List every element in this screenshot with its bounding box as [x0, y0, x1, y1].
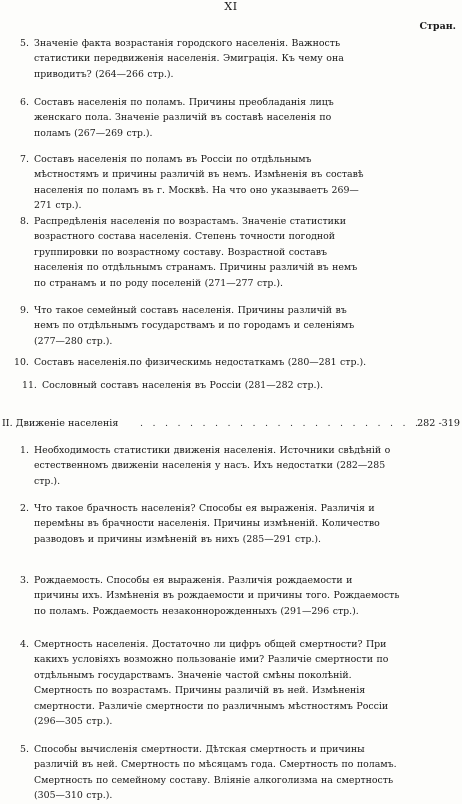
toc-entry-ii-2 [20, 501, 400, 547]
entry-text: Смертность населенія. Достаточно ли цифръ общей смертности? При какихъ условіяхъ возможно пользованіе ими? Различіе смертности по отдѣльнымъ государствамъ. Значеніе частой смѣны поколѣній. Смертность по возрастамъ. Причины различій въ ней. Измѣненія смертности. Различіе смертности по различнымъ мѣстностямъ Россіи (296—305 стр.). [34, 639, 389, 728]
entry-number: 9. [20, 305, 29, 316]
entry-number: 1. [20, 445, 29, 456]
entry-number: 2. [20, 503, 29, 514]
entry-number: 5. [20, 38, 29, 49]
entry-text: Рождаемость. Способы ея выраженія. Различія рождаемости и причины ихъ. Измѣненія въ рождаемости и причины того. Рождаемость по поламъ. Рождаемость незаконнорожденныхъ (291—296 стр.). [34, 575, 400, 617]
entry-text: Что такое семейный составъ населенія. Причины различій въ немъ по отдѣльнымъ государствамъ и по городамъ и селеніямъ (277—280 стр.). [34, 305, 355, 347]
toc-entry-6 [20, 95, 370, 141]
page-numeral: XI [224, 0, 238, 13]
entry-text: Сословный составъ населенія въ Россіи (281—282 стр.). [42, 380, 324, 391]
toc-entry-8 [20, 214, 370, 291]
entry-text: Распредѣленія населенія по возрастамъ. Значеніе статистики возрастного состава населенія. Степень точности погодной группировки по возрастному составу. Возрастной составъ населенія по отдѣльнымъ странамъ. Причины различій въ немъ по странамъ и по роду поселеній (271—277 стр.). [34, 216, 358, 289]
section-page-range: 282 -319 [417, 418, 460, 429]
entry-text: Составъ населенія.по физическимь недостаткамъ (280—281 стр.). [34, 357, 367, 368]
toc-entry-ii-4 [20, 637, 400, 729]
entry-number: 3. [20, 575, 29, 586]
entry-number: 8. [20, 216, 29, 227]
entry-text: Способы вычисленія смертности. Дѣтская смертность и причины различій въ ней. Смертность по мѣсяцамъ года. Смертность по поламъ. Смертность по семейному составу. Вліяніе алкоголизма на смертность (305—310 стр.). [34, 744, 397, 802]
entry-number: 5. [20, 744, 29, 755]
toc-entry-ii-5 [20, 742, 400, 804]
entry-number: 10. [14, 357, 29, 368]
section-heading-ii [2, 418, 460, 429]
toc-entry-5 [20, 36, 370, 82]
section-title: II. Движеніе населенія [2, 418, 119, 429]
pages-column-heading: Стран. [419, 21, 456, 32]
entry-text: Необходимость статистики движенія населенія. Источники свѣдѣній о естественномъ движеніи населенія у насъ. Ихъ недостатки (282—285 стр.). [34, 445, 391, 487]
entry-text: Составъ населенія по поламъ въ Россіи по отдѣльнымъ мѣстностямъ и причины различій въ немъ. Измѣненія въ составѣ населенія по поламъ въ г. Москвѣ. На что оно указываетъ 269—271 стр.). [34, 154, 364, 212]
toc-entry-9 [20, 303, 370, 349]
entry-text: Составъ населенія по поламъ. Причины преобладанія лицъ женскаго пола. Значеніе различій въ составѣ населенія по поламъ (267—269 стр.). [34, 97, 334, 139]
toc-entry-ii-3 [20, 573, 400, 619]
toc-entry-ii-1 [20, 443, 414, 489]
entry-number: 7. [20, 154, 29, 165]
entry-text: Что такое брачность населенія? Способы ея выраженія. Различія и перемѣны въ брачности населенія. Причины измѣненій. Количество разводовъ и причины измѣненій въ нихъ (285—291 стр.). [34, 503, 380, 545]
toc-entry-7 [20, 152, 370, 214]
toc-entry-11 [22, 378, 324, 393]
leader-dots: . . . . . . . . . . . . . . . . . . . . . . . [140, 418, 422, 429]
entry-number: 6. [20, 97, 29, 108]
toc-entry-10 [14, 355, 367, 370]
entry-number: 4. [20, 639, 29, 650]
entry-text: Значеніе факта возрастанія городского населенія. Важность статистики передвиженія населенія. Эмиграція. Къ чему она приводитъ? (264—266 стр.). [34, 38, 344, 80]
entry-number: 11. [22, 380, 37, 391]
